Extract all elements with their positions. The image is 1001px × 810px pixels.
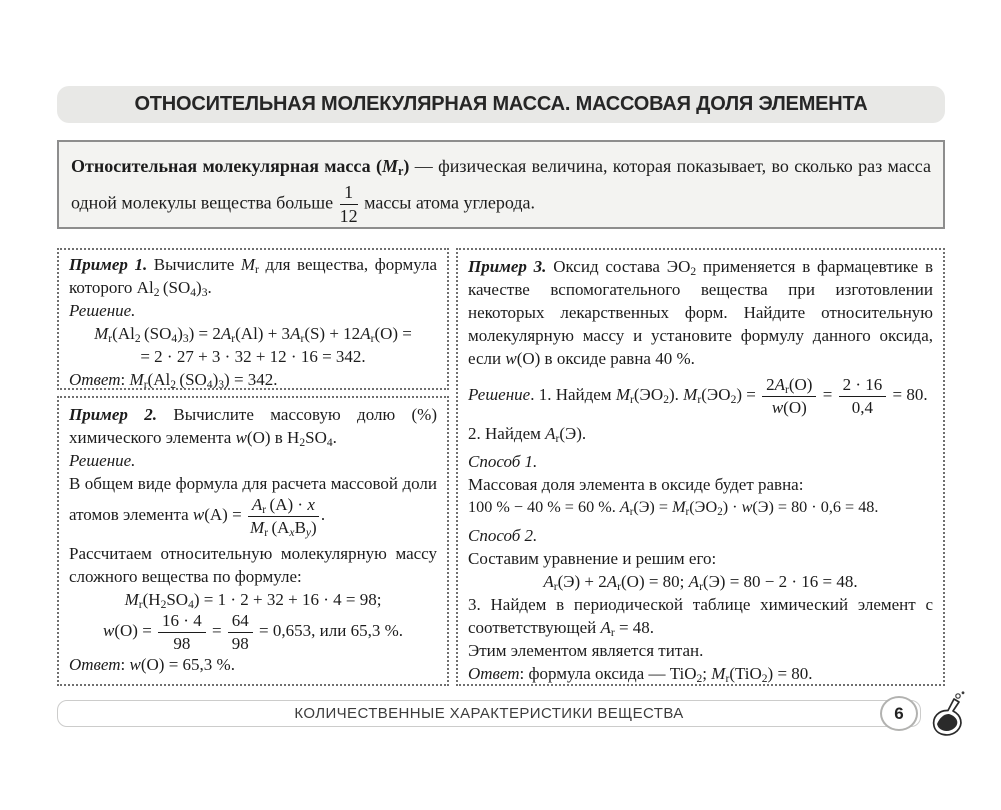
example-2-answer: Ответ: w(O) = 65,3 %. — [69, 655, 235, 675]
example-2-general-text: В общем виде формула для расчета массовой доли атомов элемента w(A) = — [69, 474, 437, 524]
example-3-solution-line — [468, 375, 933, 417]
example-3-step-2: 2. Найдем $A_r(Э)$. — [468, 424, 587, 445]
example-2-solution-label: Решение. — [69, 451, 136, 470]
example-2-calc-text: Рассчитаем относительную молекулярную массу сложного вещества по формуле: — [69, 544, 437, 587]
solution-prefix: Решение. 1. Найдем $M_r(ЭО_2)$. $M_r(ЭО_2)$ = — [468, 384, 761, 406]
fraction-numerator: 64 — [228, 611, 253, 633]
definition-text — [71, 151, 931, 226]
method-2-label: Способ 2. — [468, 526, 538, 546]
fraction-denominator: w(O) — [771, 397, 807, 417]
chapter-title-bar — [57, 86, 945, 123]
w-fraction-1 — [158, 611, 206, 653]
fraction-denominator: 98 — [231, 633, 249, 653]
page-number-badge — [880, 696, 918, 731]
fraction-numerator: 1 — [340, 182, 358, 205]
chemistry-flask-icon — [926, 690, 970, 742]
solution-fraction-2 — [839, 375, 887, 417]
w-equals: = — [207, 621, 226, 641]
example-3-task-text: Оксид состава $ЭО_2$ применяется в фармацевтике в качестве вспомогательного вещества при изготовлении некоторых лекарственных форм. Найдите относительную молекулярную массу и установите формулу данного оксида, если w(O) в оксиде равна 40 %. — [468, 257, 933, 368]
method-2-calc: $A_r(Э) + 2A_r(O) = 80$; $A_r(Э) = 80 - 2 \cdot 16 = 48$. — [543, 572, 858, 593]
method-1-label: Способ 1. — [468, 452, 538, 472]
w-prefix: w(O) = — [103, 621, 157, 641]
definition-body-before: — физическая величина, которая показывает, во сколько раз масса одной молекулы вещества больше — [71, 156, 931, 213]
mass-fraction-formula — [248, 495, 319, 537]
example-3-label: Пример 3. — [468, 257, 547, 276]
example-2-w-formula — [69, 611, 437, 653]
fraction-numerator: $A_r$ (A) · x — [248, 495, 319, 517]
fraction-denominator: 0,4 — [851, 397, 874, 417]
definition-body-after: массы атома углерода. — [359, 192, 536, 213]
w-suffix: = 0,653, или 65,3 %. — [254, 621, 403, 641]
footer-section-title: КОЛИЧЕСТВЕННЫЕ ХАРАКТЕРИСТИКИ ВЕЩЕСТВА — [294, 705, 684, 722]
example-3-step-3: 3. Найдем в периодической таблице химический элемент с соответствующей $A_r = 48$. — [468, 595, 933, 639]
footer-section-bar — [57, 700, 921, 727]
one-twelfth-fraction — [340, 182, 358, 226]
example-1-formula-line-1: $M_r(Al_2$ $(SO_4)_3) = 2A_r(Al) + 3A_r(S) + 12A_r(O)$ = — [94, 324, 412, 345]
example-1-solution-label: Решение. — [69, 301, 136, 320]
example-1-box — [57, 248, 449, 390]
w-fraction-2 — [228, 611, 253, 653]
example-1-task — [69, 253, 437, 299]
method-2-text: Составим уравнение и решим его: — [468, 549, 717, 569]
example-2-task-text: Вычислите массовую долю (%) химического элемента w(O) в $H_2SO_4$. — [69, 405, 438, 449]
solution-equals: = — [818, 384, 837, 404]
example-3-answer: Ответ: формула оксида — TiO$_2$; $M_r(TiO_2) = 80$. — [468, 664, 813, 685]
fraction-denominator: 12 — [339, 205, 358, 226]
example-2-task — [69, 403, 437, 449]
chapter-title: ОТНОСИТЕЛЬНАЯ МОЛЕКУЛЯРНАЯ МАССА. МАССОВАЯ ДОЛЯ ЭЛЕМЕНТА — [134, 93, 868, 115]
solution-suffix: = 80. — [888, 384, 928, 404]
example-2-label: Пример 2. — [69, 405, 157, 424]
fraction-numerator: $2A_r(O)$ — [762, 375, 816, 397]
definition-term: Относительная молекулярная масса $(M_r)$ — [71, 156, 410, 179]
method-1-calc: 100 % − 40 % = 60 %. $A_r(Э) = M_r(ЭО_2) \cdot w(Э) = 80 \cdot 0,6 = 48$. — [468, 498, 879, 518]
example-1-answer: Ответ: $M_r(Al_2$ $(SO_4)_3) = 342$. — [69, 370, 278, 391]
example-3-task — [468, 255, 933, 370]
fraction-denominator: $M_r$ $(A_xB_y)$ — [250, 517, 317, 539]
example-3-step-3b: Этим элементом является титан. — [468, 641, 704, 661]
example-2-box — [57, 396, 449, 686]
example-1-task-text: Вычислите $M_r$ для вещества, формула которого $Al_2$ $(SO_4)_3$. — [69, 255, 437, 299]
example-3-box — [456, 248, 945, 686]
solution-fraction-1 — [762, 375, 816, 417]
example-2-general-formula — [69, 472, 437, 537]
example-1-label: Пример 1. — [69, 255, 148, 274]
example-1-formula-line-2: = 2 · 27 + 3 · 32 + 12 · 16 = 342. — [140, 347, 366, 366]
example-2-general-after: . — [320, 504, 326, 524]
page-number: 6 — [894, 703, 904, 723]
fraction-numerator: 2 · 16 — [839, 375, 887, 397]
fraction-numerator: 16 · 4 — [158, 611, 206, 633]
definition-box — [57, 140, 945, 229]
fraction-denominator: 98 — [173, 633, 191, 653]
method-1-text: Массовая доля элемента в оксиде будет равна: — [468, 475, 804, 495]
example-2-mr-formula: $M_r(H_2SO_4) = 1 \cdot 2 + 32 + 16 \cdot 4 = 98$; — [124, 590, 382, 611]
